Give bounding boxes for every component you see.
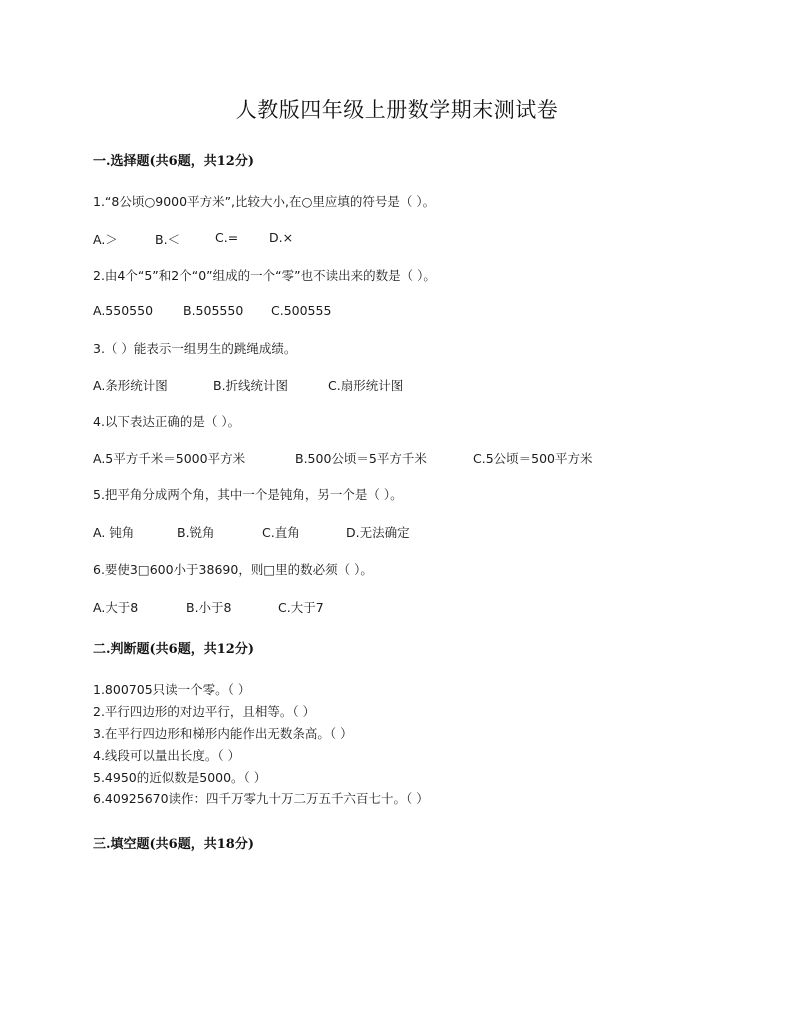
judgment-item: 6.40925670读作：四千万零九十万二万五千六百七十。（ ）: [93, 791, 429, 806]
judgment-item: 1.800705只读一个零。（ ）: [93, 682, 251, 697]
option-a: A.550550: [93, 303, 154, 318]
judgment-item: 5.4950的近似数是5000。（ ）: [93, 770, 267, 785]
question-2: 2.由4个“5”和2个“0”组成的一个“零”也不读出来的数是（ ）。: [93, 268, 436, 283]
option-b: B.小于8: [186, 600, 232, 615]
option-c: C.大于7: [278, 600, 324, 615]
section-heading-choice: 一.选择题(共6题，共12分): [93, 154, 254, 169]
option-a: A.＞: [93, 232, 118, 247]
question-5-options: [93, 523, 410, 541]
judgment-item: 4.线段可以量出长度。（ ）: [93, 748, 241, 763]
question-1-options: [93, 230, 293, 248]
option-b: B.折线统计图: [213, 378, 289, 393]
option-a: A.5平方千米＝5000平方米: [93, 451, 246, 466]
option-c: C.扇形统计图: [328, 378, 404, 393]
option-c: C.=: [215, 230, 239, 245]
option-b: B.锐角: [177, 525, 215, 540]
option-c: C.直角: [262, 525, 300, 540]
judgment-item: 3.在平行四边形和梯形内能作出无数条高。（ ）: [93, 726, 353, 741]
question-3: 3.（ ）能表示一组男生的跳绳成绩。: [93, 341, 297, 356]
section-heading-true-false: 二.判断题(共6题，共12分): [93, 642, 254, 657]
question-4-options: [93, 449, 593, 467]
judgment-item: 2.平行四边形的对边平行，且相等。（ ）: [93, 704, 316, 719]
option-a: A. 钝角: [93, 525, 135, 540]
option-b: B.505550: [183, 303, 244, 318]
page-title: 人教版四年级上册数学期末测试卷: [235, 98, 559, 122]
question-2-options: [93, 303, 331, 318]
section-heading-fill-blank: 三.填空题(共6题，共18分): [93, 837, 254, 852]
question-6-options: [93, 598, 324, 616]
option-c: C.5公顷＝500平方米: [473, 451, 593, 466]
option-d: D.×: [269, 230, 294, 245]
question-4: 4.以下表达正确的是（ ）。: [93, 414, 241, 429]
option-d: D.无法确定: [346, 525, 410, 540]
option-b: B.＜: [155, 232, 181, 247]
question-1: 1.“8公顷○9000平方米”,比较大小,在○里应填的符号是（ ）。: [93, 194, 436, 209]
question-5: 5.把平角分成两个角，其中一个是钝角，另一个是（ ）。: [93, 487, 403, 502]
question-6: 6.要使3□600小于38690，则□里的数必须（ ）。: [93, 562, 373, 577]
option-a: A.条形统计图: [93, 378, 168, 393]
option-b: B.500公顷＝5平方千米: [295, 451, 427, 466]
question-3-options: [93, 376, 403, 394]
option-c: C.500555: [271, 303, 332, 318]
option-a: A.大于8: [93, 600, 139, 615]
